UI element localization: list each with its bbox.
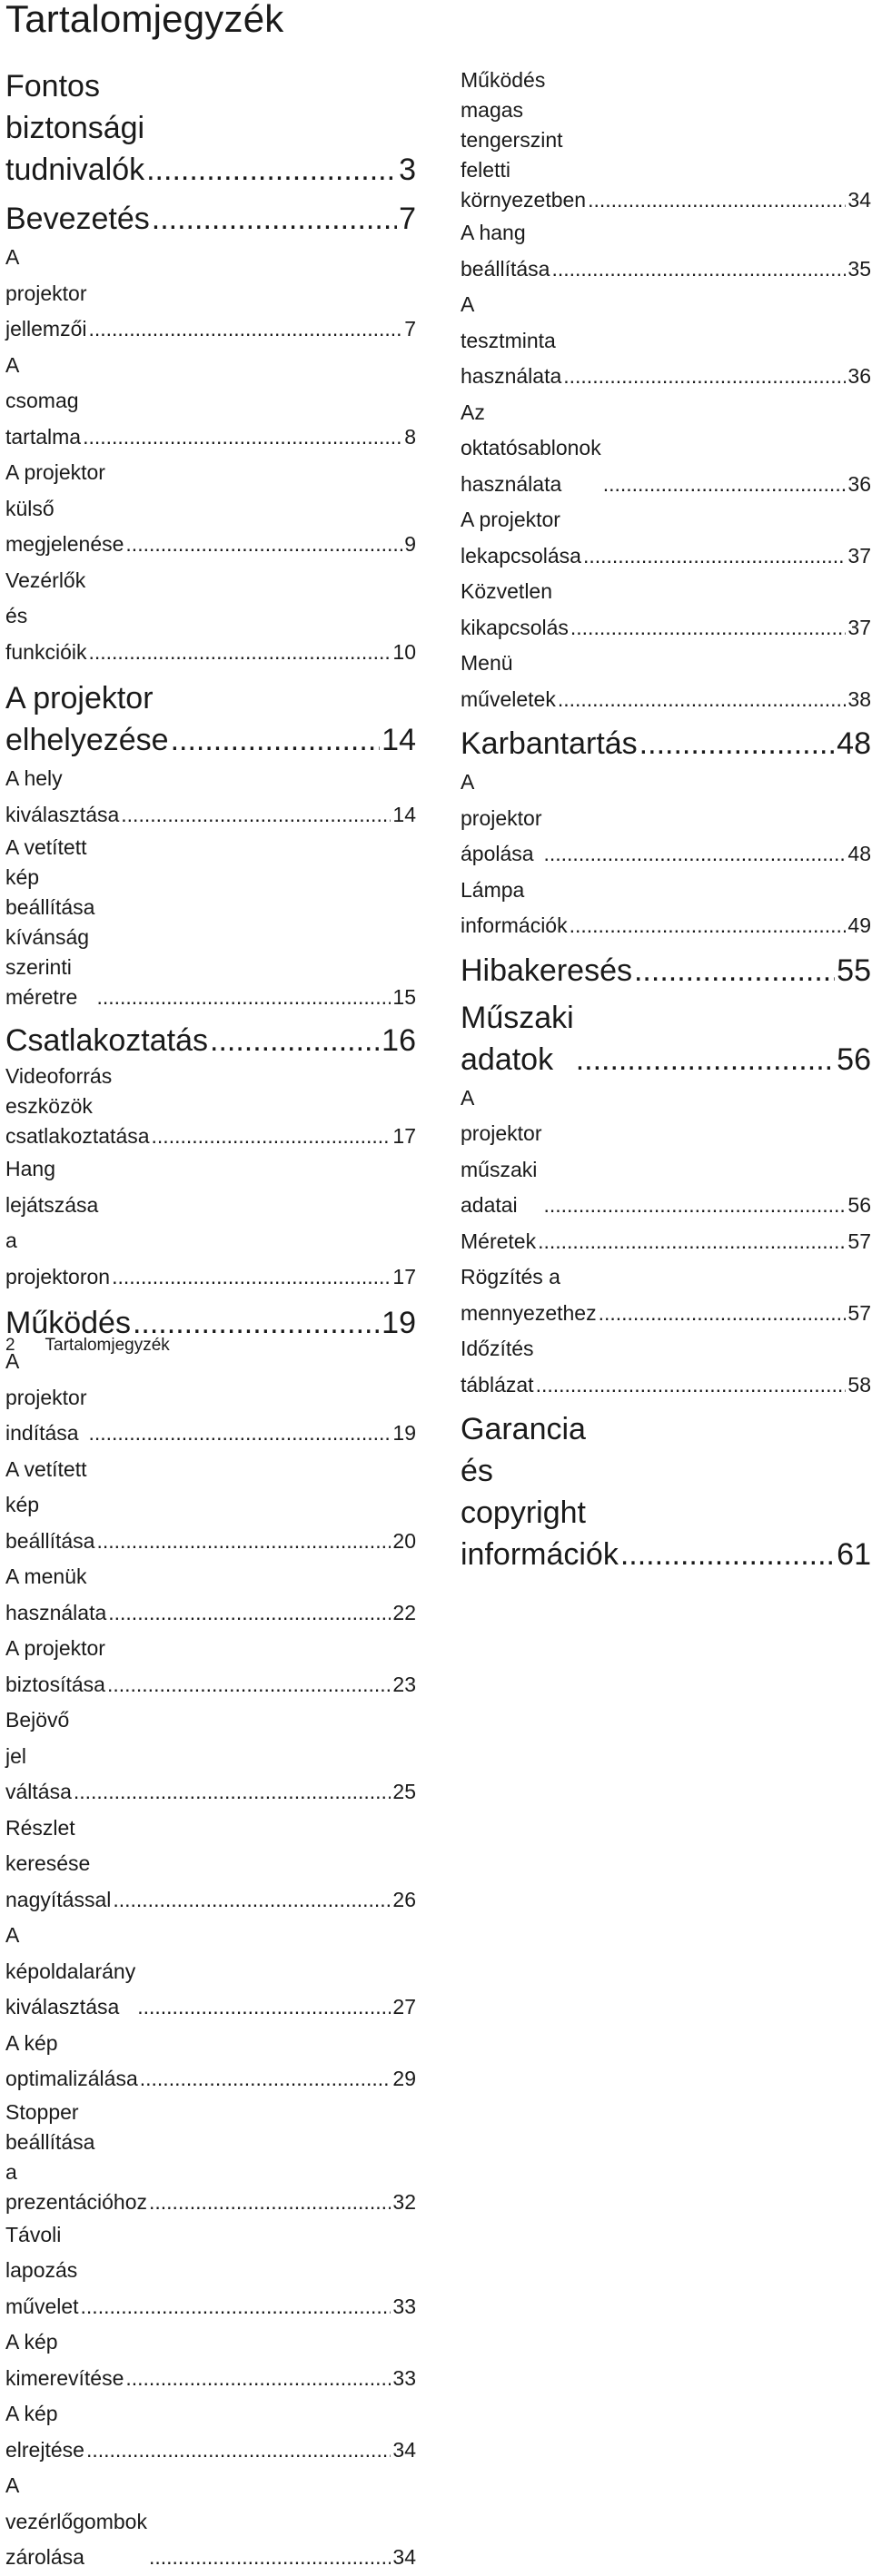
- toc-page-number: 34: [847, 188, 871, 212]
- toc-entry-label: A kép optimalizálása: [5, 2030, 138, 2090]
- toc-page-number: 3: [399, 153, 416, 187]
- toc-page-number: 56: [837, 1041, 871, 1077]
- toc-page-number: 7: [404, 317, 416, 341]
- toc-page-number: 35: [847, 256, 871, 281]
- toc-entry-level2[interactable]: [461, 502, 871, 574]
- toc-entry-label: Működés magas tengerszint feletti környezetben: [461, 68, 587, 212]
- toc-entry-label: A vetített kép beállítása: [5, 1456, 95, 1553]
- dot-leader: [146, 149, 397, 191]
- toc-entry-label: A projektor elhelyezése: [5, 681, 169, 757]
- dot-leader: [152, 198, 397, 240]
- toc-entry-level2[interactable]: [5, 2396, 416, 2468]
- toc-page-number: 37: [847, 543, 871, 568]
- toc-page-number: 48: [847, 842, 871, 865]
- dot-leader: [538, 1224, 846, 1260]
- toc-entry-level1[interactable]: [5, 677, 416, 761]
- toc-entry-level2[interactable]: [461, 395, 871, 503]
- toc-entry-label: A hely kiválasztása: [5, 766, 120, 826]
- dot-leader: [125, 2361, 391, 2397]
- toc-page-number: 34: [392, 2545, 416, 2569]
- toc-entry-label: A képoldalarány kiválasztása: [5, 1923, 136, 2018]
- toc-entry-label: Időzítés táblázat: [461, 1337, 534, 1397]
- toc-entry-level2[interactable]: [5, 2097, 416, 2217]
- toc-page-number: 55: [837, 952, 871, 988]
- toc-entry-label: Fontos biztonsági tudnivalók: [5, 69, 145, 187]
- toc-entry-level2[interactable]: [5, 2026, 416, 2097]
- toc-entry-label: Részlet keresése nagyítással: [5, 1815, 112, 1911]
- dot-leader: [125, 527, 402, 563]
- toc-entry-label: Műszaki adatok: [461, 1000, 574, 1077]
- toc-entry-level2[interactable]: [5, 348, 416, 456]
- toc-page-number: 14: [392, 802, 416, 826]
- toc-entry-label: A tesztminta használata: [461, 292, 562, 388]
- toc-entry-label: A projektor jellemzői: [5, 245, 87, 341]
- toc-entry-level2[interactable]: [5, 1918, 416, 2026]
- dot-leader: [551, 252, 846, 288]
- toc-entry-level2[interactable]: [461, 1081, 871, 1224]
- toc-page-number: 38: [847, 686, 871, 711]
- dot-leader: [563, 359, 846, 395]
- toc-entry-level2[interactable]: [5, 1811, 416, 1919]
- toc-page-number: 14: [382, 723, 416, 757]
- toc-entry-label: Méretek: [461, 1229, 537, 1253]
- toc-page-number: 32: [392, 2189, 416, 2214]
- dot-leader: [96, 1524, 391, 1560]
- toc-page-number: 49: [847, 913, 871, 937]
- dot-leader: [210, 1020, 380, 1061]
- toc-column-left: [5, 65, 416, 2576]
- toc-page-number: 33: [392, 2365, 416, 2390]
- toc-page-number: 57: [847, 1229, 871, 1253]
- dot-leader: [576, 1039, 835, 1081]
- toc-entry-label: A kép kimerevítése: [5, 2330, 124, 2390]
- toc-entry-label: A projektor lekapcsolása: [461, 508, 581, 568]
- toc-page-number: 48: [837, 726, 871, 761]
- toc-entry-label: Bejövő jel váltása: [5, 1708, 72, 1803]
- toc-entry-label: A projektor külső megjelenése: [5, 460, 124, 556]
- toc-entry-level2[interactable]: [461, 873, 871, 944]
- toc-entry-level1[interactable]: [5, 65, 416, 191]
- dot-leader: [137, 1989, 391, 2026]
- toc-page-number: 23: [392, 1672, 416, 1696]
- toc-entry-label: Közvetlen kikapcsolás: [461, 579, 569, 639]
- toc-entry-label: Lámpa információk: [461, 877, 568, 937]
- dot-leader: [112, 1259, 391, 1296]
- toc-page-number: 20: [392, 1528, 416, 1553]
- dot-leader: [121, 797, 391, 834]
- toc-page-number: 22: [392, 1600, 416, 1624]
- page-title: Tartalomjegyzék: [5, 0, 284, 40]
- toc-page-number: 61: [837, 1537, 871, 1572]
- toc-entry-level2[interactable]: [461, 646, 871, 717]
- dot-leader: [570, 610, 847, 646]
- dot-leader: [149, 2187, 391, 2217]
- toc-page-number: 9: [404, 532, 416, 556]
- toc-page-number: 19: [382, 1306, 416, 1340]
- toc-page-number: 36: [847, 471, 871, 496]
- toc-page-number: 17: [392, 1124, 416, 1148]
- dot-leader: [96, 982, 391, 1012]
- dot-leader: [113, 1882, 391, 1919]
- toc-page-number: 17: [392, 1264, 416, 1288]
- toc-entry-label: Vezérlők és funkcióik: [5, 568, 87, 664]
- dot-leader: [620, 1534, 835, 1575]
- toc-entry-level2[interactable]: [461, 574, 871, 646]
- dot-leader: [570, 908, 847, 944]
- dot-leader: [599, 1296, 847, 1332]
- toc-entry-level2[interactable]: [5, 1559, 416, 1631]
- toc-entry-level2[interactable]: [461, 1259, 871, 1331]
- dot-leader: [583, 538, 846, 575]
- toc-entry-level2[interactable]: [461, 765, 871, 873]
- dot-leader: [603, 467, 847, 503]
- dot-leader: [149, 2540, 391, 2576]
- toc-page-number: 27: [392, 1995, 416, 2018]
- toc-entry-label: Csatlakoztatás: [5, 1023, 208, 1058]
- toc-entry-label: Rögzítés a mennyezethez: [461, 1265, 597, 1325]
- toc-entry-label: Az oktatósablonok használata: [461, 400, 601, 496]
- toc-page-number: 16: [382, 1023, 416, 1058]
- dot-leader: [88, 635, 391, 671]
- toc-entry-label: A vezérlőgombok zárolása: [5, 2473, 147, 2569]
- toc-entry-level1[interactable]: [461, 997, 871, 1081]
- dot-leader: [558, 682, 847, 718]
- toc-page-number: 58: [847, 1372, 871, 1397]
- toc-entry-level2[interactable]: [5, 563, 416, 671]
- dot-leader: [88, 1416, 391, 1452]
- toc-entry-level2[interactable]: [5, 240, 416, 348]
- toc-entry-level2[interactable]: [461, 287, 871, 395]
- toc-entry-level2[interactable]: [5, 1344, 416, 1452]
- dot-leader: [634, 950, 835, 992]
- toc-entry-label: Bevezetés: [5, 202, 150, 236]
- toc-page-number: 33: [392, 2294, 416, 2318]
- toc-entry-level2[interactable]: [461, 1224, 871, 1260]
- toc-entry-level2[interactable]: [461, 1331, 871, 1403]
- toc-entry-level2[interactable]: [5, 455, 416, 563]
- toc-entry-level2[interactable]: [5, 833, 416, 1012]
- toc-entry-label: A projektor biztosítása: [5, 1636, 105, 1696]
- toc-entry-level1[interactable]: [461, 950, 871, 992]
- toc-entry-label: Videoforrás eszközök csatlakoztatása: [5, 1064, 150, 1148]
- toc-entry-label: A projektor indítása: [5, 1349, 87, 1445]
- dot-leader: [108, 1595, 391, 1632]
- toc-page-number: 34: [392, 2437, 416, 2462]
- toc-page-number: 7: [399, 202, 416, 236]
- dot-leader: [543, 1188, 846, 1224]
- toc-page-number: 37: [847, 615, 871, 639]
- toc-page-number: 56: [847, 1193, 871, 1217]
- toc-page-number: 29: [392, 2067, 416, 2090]
- toc-entry-label: Menü műveletek: [461, 651, 556, 711]
- toc-entry-label: A kép elrejtése: [5, 2402, 84, 2462]
- toc-page-number: 19: [392, 1421, 416, 1445]
- toc-entry-level2[interactable]: [461, 65, 871, 215]
- toc-entry-label: A vetített kép beállítása kívánság szerinti méretre: [5, 835, 95, 1009]
- dot-leader: [81, 2289, 391, 2325]
- toc-entry-level2[interactable]: [461, 215, 871, 287]
- toc-column-right: [461, 65, 871, 1575]
- toc-entry-label: Működés: [5, 1306, 131, 1340]
- dot-leader: [107, 1667, 391, 1703]
- toc-entry-label: Hang lejátszása a projektoron: [5, 1157, 111, 1288]
- toc-page-number: 25: [392, 1780, 416, 1803]
- dot-leader: [88, 311, 402, 348]
- toc-entry-level2[interactable]: [5, 1703, 416, 1811]
- toc-entry-level1[interactable]: [5, 1020, 416, 1061]
- toc-entry-label: A csomag tartalma: [5, 352, 82, 449]
- toc-entry-label: Garancia és copyright információk: [461, 1412, 619, 1572]
- toc-entry-label: Hibakeresés: [461, 952, 632, 988]
- toc-entry-label: A menük használata: [5, 1564, 107, 1624]
- toc-page-number: 15: [392, 985, 416, 1009]
- toc-page-number: 36: [847, 364, 871, 388]
- page-footer: [5, 1335, 170, 1357]
- toc-entry-level2[interactable]: [5, 1151, 416, 1295]
- toc-entry-level2[interactable]: [5, 2468, 416, 2576]
- toc-page-number: 8: [404, 424, 416, 449]
- dot-leader: [83, 419, 402, 456]
- toc-entry-label: A projektor műszaki adatai: [461, 1085, 542, 1217]
- dot-leader: [171, 719, 381, 761]
- toc-entry-label: A projektor ápolása: [461, 770, 542, 865]
- toc-entry-level2[interactable]: [5, 2324, 416, 2396]
- dot-leader: [588, 185, 846, 215]
- toc-entry-level2[interactable]: [5, 1061, 416, 1151]
- dot-leader: [536, 1367, 847, 1404]
- toc-entry-level2[interactable]: [5, 761, 416, 833]
- dot-leader: [140, 2061, 391, 2097]
- dot-leader: [639, 723, 836, 765]
- toc-entry-level2[interactable]: [5, 1452, 416, 1560]
- toc-entry-label: A hang beállítása: [461, 221, 550, 281]
- footer-page-number: 2: [5, 1336, 15, 1355]
- toc-entry-level2[interactable]: [5, 2217, 416, 2325]
- toc-page-number: 57: [847, 1300, 871, 1325]
- footer-section-title: Tartalomjegyzék: [45, 1336, 170, 1355]
- toc-entry-level1[interactable]: [5, 198, 416, 240]
- toc-page-number: 10: [392, 639, 416, 664]
- toc-entry-label: Karbantartás: [461, 726, 638, 761]
- dot-leader: [74, 1774, 391, 1811]
- toc-entry-level2[interactable]: [5, 1631, 416, 1703]
- toc-entry-label: Távoli lapozás művelet: [5, 2222, 79, 2318]
- dot-leader: [86, 2433, 391, 2469]
- dot-leader: [152, 1121, 391, 1151]
- toc-entry-level1[interactable]: [461, 1408, 871, 1575]
- toc-entry-label: Stopper beállítása a prezentációhoz: [5, 2099, 147, 2214]
- toc-entry-level1[interactable]: [461, 723, 871, 765]
- dot-leader: [543, 836, 846, 873]
- toc-page-number: 26: [392, 1887, 416, 1911]
